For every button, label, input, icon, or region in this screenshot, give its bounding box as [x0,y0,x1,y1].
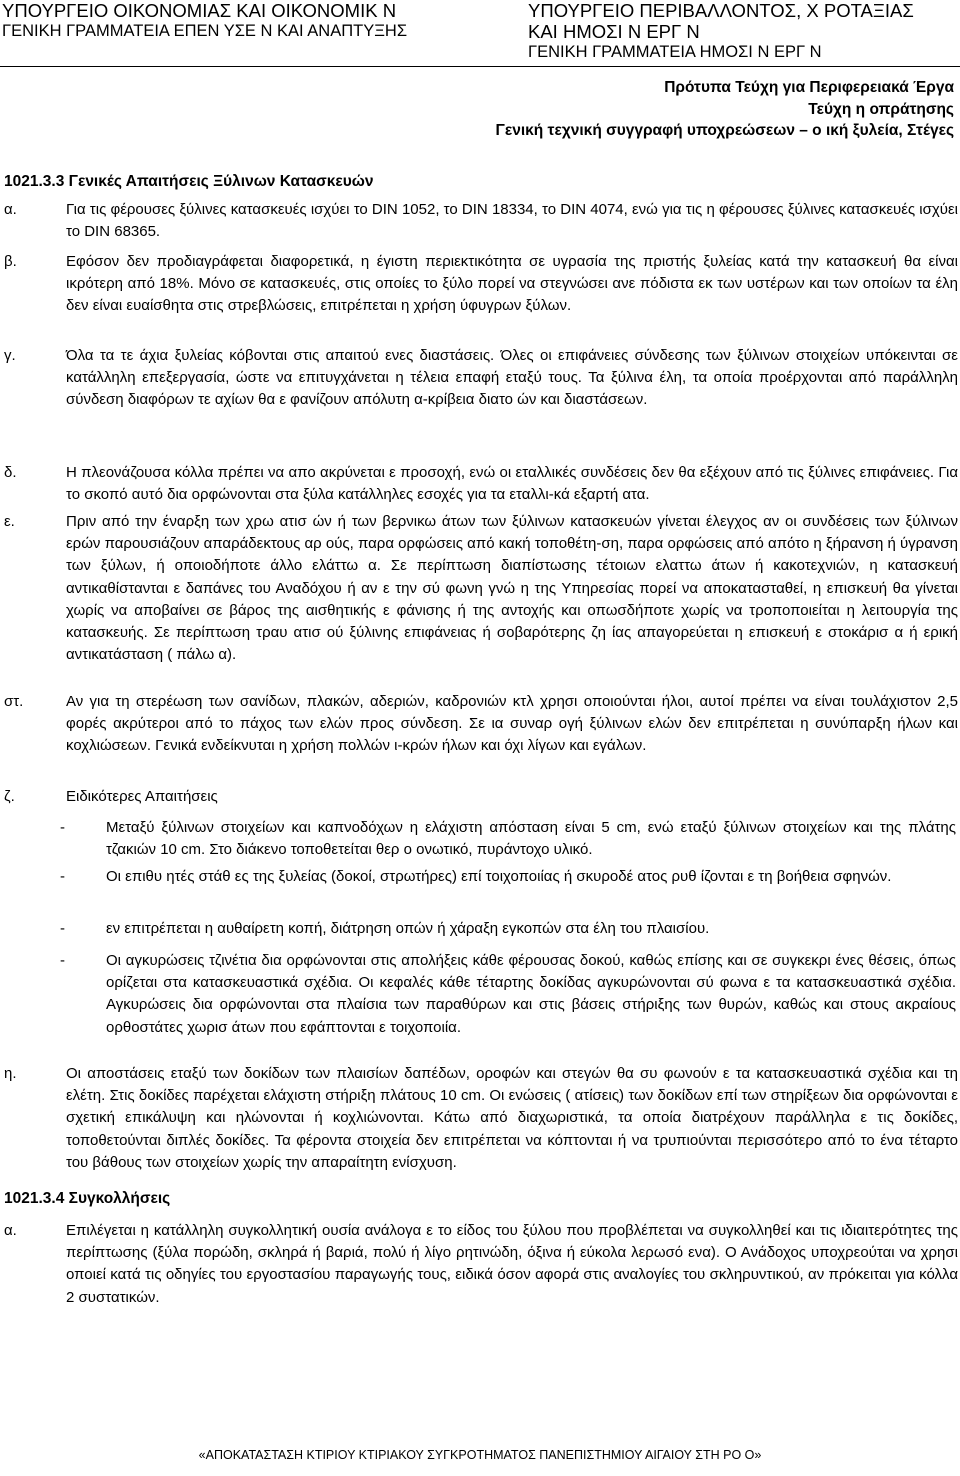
list-item-zeta [4,786,958,808]
ministry-environment-title-2: ΚΑΙ ΗΜΟΣΙ Ν ΕΡΓ Ν [528,21,700,42]
dash-bullet: - [60,920,65,937]
item-label: στ. [4,693,24,710]
dash-text: εν επιτρέπεται η αυθαίρετη κοπή, διάτρηση οπών ή χάραξη εγκοπών στα έλη του πλαισίου. [106,920,710,937]
document-subheader [496,77,954,142]
subheader-line-1: Πρότυπα Τεύχη για Περιφερειακά Έργα [664,79,954,96]
item-text: Πριν από την έναρξη των χρω ατισ ών ή των βερνικω άτων των ξύλινων κατασκευών γίνεται έλεγχος αν οι συνδέσεις των ξύλινων ερών παρουσιάζουν απαράδεκτους αρ ούς, παρα ορφώσεις από κακή τοποθέτη-ση, παρα ορφώσεις από απότο η ξήρανση ή ύγρανση των ξύλων, ή οποιοδήποτε άλλο ελάττω α. Σε περίπτωση διαπίστωσης τέτοιων ελαττω άτων ή κακοτεχνιών, η κατασκευή αντικαθίστανται ε δαπάνες του Αναδόχου ή αν ε την σύ φωνη γνώ η της Υπηρεσίας πορεί να αποκατασταθεί, η επισκευή θα γίνεται χωρίς να αποβαίνει σε βάρος της αισθητικής ε φάνισης ή της αντοχής και οπωσδήποτε χωρίς να τροποποιείται η λειτουργία της κατασκευής. Σε περίπτωση τραυ ατισ ού ξύλινης επιφάνειας ή σοβαρότερης ζη ίας απαγορεύεται η επισκευή ε στοκάρισ α ή ερική αντικατάσταση ( πάλω α). [66,513,958,664]
item-label: ε. [4,513,15,530]
subheader-line-3: Γενική τεχνική συγγραφή υποχρεώσεων – ο ική ξυλεία, Στέγες [495,122,954,139]
ministry-economy-title: ΥΠΟΥΡΓΕΙΟ ΟΙΚΟΝΟΜΙΑΣ ΚΑΙ ΟΙΚΟΝΟΜΙΚ Ν [2,0,397,21]
list-item-delta [4,462,958,506]
item-text: Όλα τα τε άχια ξυλείας κόβονται στις απαιτού ενες διαστάσεις. Όλες οι επιφάνειες σύνδεσης των ξύλινων στοιχείων υπόκεινται σε κατάλληλη επεξεργασία, ώστε να επιτυγχάνεται η τέλεια επαφή εταξύ τους. Τα ξύλινα έλη, τα οποία προέρχονται από παράλληλη σύνδεση διαφόρων τε αχίων θα ε φανίζουν απόλυτη α-κρίβεια διατο ών και διαστάσεων. [66,347,958,409]
item-label: α. [4,1222,17,1239]
item-text: Οι αποστάσεις εταξύ των δοκίδων των πλαισίων δαπέδων, οροφών και στεγών θα συ φωνούν ε τα κατασκευαστικά σχέδια και τη ελέτη. Στις δοκίδες παρέχεται ελάχιστη στήριξη πλάτους 10 cm. Οι ενώσεις ( ατίσεις) των δοκίδων επί των στηρίξεων δια ορφώνονται ε σχετική επικάλυψη και ηλώνονται ή κοχλιώνονται. Κάτω από διαχωριστικά, τα οποία διατρέχουν παράλληλα ε τις δοκίδες, τοποθετούνται διπλές δοκίδες. Τα φέροντα στοιχεία δεν επιτρέπεται να κόπτονται ή να τρυπιούνται περισσότερο από το ένα τέταρτο του βάθους των στοιχείων χωρίς την απαραίτητη ενίσχυση. [66,1065,958,1171]
item-text: Αν για τη στερέωση των σανίδων, πλακών, αδεριών, καδρονιών κτλ χρησι οποιούνται ήλοι, αυτοί πρέπει να είναι τουλάχιστον 2,5 φορές ακρύτεροι από το πάχος των ελών προς σύνδεση. Σε ια συναρ ογή ξύλινων ελών δεν επιτρέπεται η συνύπαρξη ήλων και κοχλιώσεων. Γενικά ενδείκνυται η χρήση πολλών ι-κρών ήλων και όχι λίγων και εγάλων. [66,693,958,755]
page-header-right [528,0,914,63]
item-text: Ειδικότερες Απαιτήσεις [66,788,218,805]
item-text: Η πλεονάζουσα κόλλα πρέπει να απο ακρύνεται ε προσοχή, ενώ οι εταλλικές συνδέσεις δεν θα εξέχουν από τις ξύλινες επιφάνειες. Για το σκοπό αυτό δια ορφώνονται στα ξύλα κατάλληλες εσοχές για τα εταλλι-κά εξαρτή ατα. [66,464,958,504]
item-label: γ. [4,347,16,364]
dash-item [60,817,956,861]
item-label: β. [4,253,17,270]
dash-text: Οι επιθυ ητές στάθ ες της ξυλείας (δοκοί, στρωτήρες) επί τοιχοποιίας ή σκυροδέ ατος ρυθ ίζονται ε τη βοήθεια σφηνών. [106,868,892,885]
page-footer: «ΑΠΟΚΑΤΑΣΤΑΣΗ ΚΤΙΡΙΟΥ ΚΤΙΡΙΑΚΟΥ ΣΥΓΚΡΟΤΗΜΑΤΟΣ ΠΑΝΕΠΙΣΤΗΜΙΟΥ ΑΙΓΑΙΟΥ ΣΤΗ ΡΟ Ο» [198,1448,762,1462]
ministry-environment-subtitle: ΓΕΝΙΚΗ ΓΡΑΜΜΑΤΕΙΑ ΗΜΟΣΙ Ν ΕΡΓ Ν [528,43,822,61]
dash-item [60,866,956,888]
list-item-epsilon [4,511,958,666]
list-item-beta [4,251,958,318]
dash-item [60,950,956,1039]
list-item-alpha [4,199,958,243]
page-header-left [2,0,407,42]
dash-item [60,918,956,940]
item-text: Επιλέγεται η κατάλληλη συγκολλητική ουσία ανάλογα ε το είδος του ξύλου που προβλέπεται να συγκολληθεί και τις ιδιαιτερότητες της περίπτωσης (ξύλα πορώδη, σκληρά ή βαριά, πολύ ή λίγο ρητινώδη, όξινα ή εύκολα λερωσό ενα). Ο Ανάδοχος υποχρεούται να χρησι οποιεί κατά τις οδηγίες του εργοστασίου παραγωγής τους, ειδικά όσον αφορά στις αναλογίες του σκληρυντικού, αν πρόκειται για κόλλα 2 συστατικών. [66,1222,958,1306]
list-item-alpha-2 [4,1220,958,1309]
item-label: η. [4,1065,17,1082]
list-item-eta [4,1063,958,1174]
dash-bullet: - [60,952,65,969]
list-item-gamma [4,345,958,412]
item-label: α. [4,201,17,218]
item-text: Εφόσον δεν προδιαγράφεται διαφορετικά, η έγιστη περιεκτικότητα σε υγρασία της πριστής ξυλείας κατά την κατασκευή θα είναι ικρότερη από 18%. Μόνο σε κατασκευές, στις οποίες το ξύλο πορεί να στεγνώσει ανε πόδιστα εκ των υστέρων και των οποίων τα έλη δεν είναι ευαίσθητα στις στρεβλώσεις, επιτρέπεται η χρήση ύφυγρων ξύλων. [66,253,958,315]
section-heading-1021-3-4: 1021.3.4 Συγκολλήσεις [4,1190,171,1207]
item-text: Για τις φέρουσες ξύλινες κατασκευές ισχύει το DIN 1052, το DIN 18334, το DIN 4074, ενώ για τις η φέρουσες ξύλινες κατασκευές ισχύει το DIN 68365. [66,201,958,241]
header-divider [0,66,960,67]
ministry-environment-title-1: ΥΠΟΥΡΓΕΙΟ ΠΕΡΙΒΑΛΛΟΝΤΟΣ, Χ ΡΟΤΑΞΙΑΣ [528,0,914,21]
section-heading-1021-3-3: 1021.3.3 Γενικές Απαιτήσεις Ξύλινων Κατασκευών [4,173,374,190]
dash-text: Οι αγκυρώσεις τζινέτια δια ορφώνονται στις απολήξεις κάθε φέρουσας δοκού, καθώς επίσης και σε συγκεκρι ένες θέσεις, όπως ορίζεται στα κατασκευαστικά σχέδια. Οι κεφαλές κάθε τέταρτης δοκίδας αγκυρώνονται σύ φωνα ε τα κατασκευαστικά σχέδια. Αγκυρώσεις δια ορφώνονται στα πλαίσια των παραθύρων και στις βάσεις στήριξης των θυρών, καθώς και στους ακραίους ορθοστάτες χωρισ άτων που εφάπτονται ε τοιχοποιία. [106,952,956,1036]
item-label: δ. [4,464,17,481]
dash-bullet: - [60,819,65,836]
item-label: ζ. [4,788,15,805]
subheader-line-2: Τεύχη η οπράτησης [808,100,954,118]
list-item-stigma [4,691,958,758]
dash-bullet: - [60,868,65,885]
dash-text: Μεταξύ ξύλινων στοιχείων και καπνοδόχων η ελάχιστη απόσταση είναι 5 cm, ενώ εταξύ ξύλινων στοιχείων και της πλάτης τζακιών 10 cm. Στο διάκενο τοποθετείται θερ ο ονωτικό, πυράντοχο υλικό. [106,819,956,859]
ministry-economy-subtitle: ΓΕΝΙΚΗ ΓΡΑΜΜΑΤΕΙΑ ΕΠΕΝ ΥΣΕ Ν ΚΑΙ ΑΝΑΠΤΥΞΗΣ [2,22,408,40]
